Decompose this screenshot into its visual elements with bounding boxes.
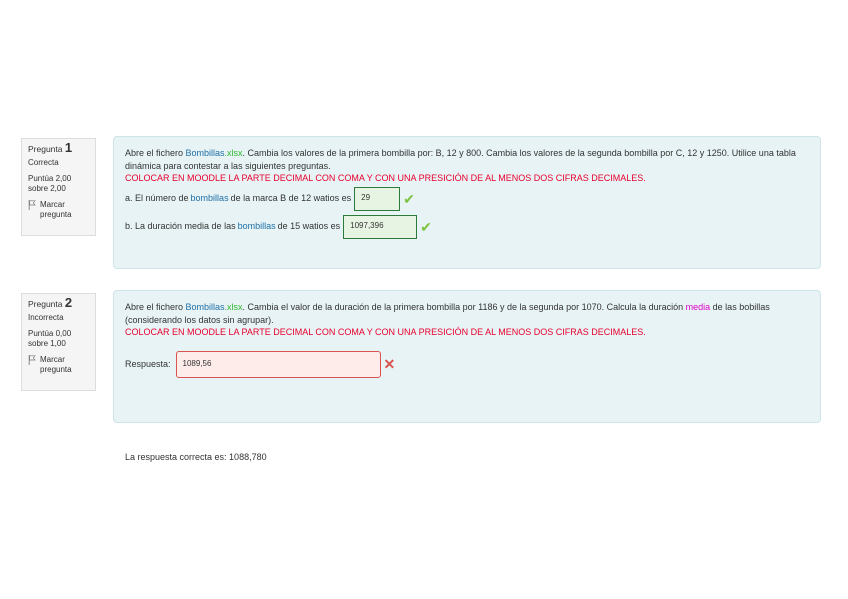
subquestion-a: a. El número de bombillas de la marca B de 12 watios es 29 ✔ [125,187,809,211]
question-2-text: Abre el fichero Bombillas.xlsx. Cambia el valor de la duración de la primera bombilla por 1186 y de la segunda por 1070. Calcula la duración media de las bobillas (considerando los datos sin agrupar). [125,302,770,325]
question-2-number: Pregunta 2 [28,295,73,310]
correct-answer-feedback: La respuesta correcta es: 1088,780 [125,452,267,462]
answer-a-field[interactable]: 29 [354,187,400,211]
bombillas-link[interactable]: bombillas [190,193,229,204]
question-2-info [21,293,96,391]
question-2-grade: Puntúa 0,00 sobre 1,00 [28,329,72,348]
question-1-number: Pregunta 1 [28,140,73,155]
answer-b-field[interactable]: 1097,396 [343,215,417,239]
question-1-state: Correcta [28,158,59,167]
question-1-info [21,138,96,236]
flag-question-2[interactable]: Marcar pregunta [28,355,89,375]
file-link-ext[interactable]: .xlsx [224,148,243,158]
flag-question-1[interactable]: Marcar pregunta [28,200,89,220]
media-link[interactable]: media [685,302,711,312]
question-1-text: Abre el fichero Bombillas.xlsx. Cambia los valores de la primera bombilla por: B, 12 y 800. Cambia los valores de la segunda bombilla por C, 12 y 1250. Utilice una tabla dinámica para contestar a las siguientes preguntas. [125,148,796,171]
answer-row [125,351,809,378]
answer-field[interactable]: 1089,56 [176,351,381,378]
file-link-base[interactable]: Bombillas [185,148,225,158]
question-1-formulation [113,136,821,269]
bombillas-link[interactable]: bombillas [237,221,276,232]
question-2-state: Incorrecta [28,313,64,322]
flag-icon [28,200,37,210]
flag-icon [28,355,37,365]
question-1-warning: COLOCAR EN MOODLE LA PARTE DECIMAL CON COMA Y CON UNA PRESICIÓN DE AL MENOS DOS CIFRAS DECIMALES. [125,173,646,183]
subquestion-b: b. La duración media de las bombillas de 15 watios es 1097,396 ✔ [125,215,809,239]
check-icon: ✔ [403,190,415,207]
check-icon: ✔ [420,218,432,235]
file-link-base[interactable]: Bombillas [185,302,225,312]
question-2-warning: COLOCAR EN MOODLE LA PARTE DECIMAL CON COMA Y CON UNA PRESICIÓN DE AL MENOS DOS CIFRAS DECIMALES. [125,327,646,337]
file-link-ext[interactable]: .xlsx [224,302,243,312]
question-1-grade: Puntúa 2,00 sobre 2,00 [28,174,72,193]
answer-label: Respuesta: [125,358,171,369]
cross-icon: ✕ [383,356,396,372]
question-2-formulation [113,290,821,423]
